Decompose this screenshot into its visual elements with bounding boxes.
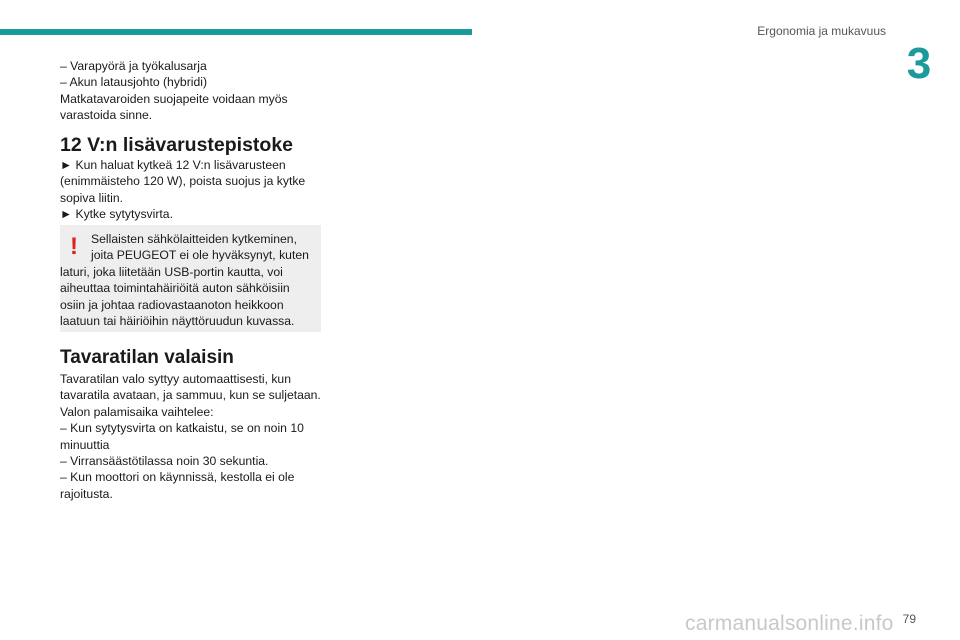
paragraph-line: Valon palamisaika vaihtelee: [60, 404, 214, 419]
paragraph-line: Matkatavaroiden suojapeite voidaan myös [60, 91, 288, 106]
instruction-line: ► Kun haluat kytkeä 12 V:n lisävarusteen [60, 158, 286, 172]
warning-box [60, 225, 321, 332]
socket-section [60, 133, 322, 157]
warning-line: Sellaisten sähkölaitteiden kytkeminen, [91, 232, 297, 246]
intro-block [60, 58, 322, 124]
list-item: minuuttia [60, 437, 110, 452]
page-number: 79 [902, 612, 916, 626]
warning-line: joita PEUGEOT ei ole hyväksynyt, kuten [91, 248, 309, 263]
watermark: carmanualsonline.info [685, 612, 894, 635]
paragraph-line: tavaratila avataan, ja sammuu, kun se suljetaan. [60, 388, 321, 403]
warning-line: osiin ja johtaa radiovastaanoton heikkoon [60, 297, 284, 312]
lighting-body [60, 371, 322, 502]
section-title: Ergonomia ja mukavuus [757, 24, 886, 38]
warning-line: laturi, joka liitetään USB-portin kautta, voi [60, 264, 283, 279]
lighting-heading: Tavaratilan valaisin [60, 347, 234, 368]
list-item: – Akun latausjohto (hybridi) [60, 75, 208, 90]
paragraph-line: Tavaratilan valo syttyy automaattisesti, kun [60, 372, 291, 386]
warning-text [60, 231, 310, 329]
header-accent-bar [0, 29, 472, 35]
chapter-number: 3 [906, 39, 932, 88]
list-item: rajoitusta. [60, 486, 113, 501]
instruction-line: (enimmäisteho 120 W), poista suojus ja kytke [60, 174, 306, 189]
list-item: – Varapyörä ja työkalusarja [60, 59, 207, 73]
socket-body [60, 157, 322, 223]
instruction-line: sopiva liitin. [60, 190, 123, 205]
instruction-line: ► Kytke sytytysvirta. [60, 207, 173, 222]
warning-icon: ! [70, 233, 78, 260]
warning-line: aiheuttaa toimintahäiriöitä auton sähköisiin [60, 281, 290, 296]
lighting-section [60, 346, 322, 370]
paragraph-line: varastoida sinne. [60, 108, 153, 123]
list-item: – Kun moottori on käynnissä, kestolla ei ole [60, 470, 295, 485]
list-item: – Kun sytytysvirta on katkaistu, se on noin 10 [60, 421, 304, 436]
warning-line: laatuun tai häiriöihin näyttöruudun kuvassa. [60, 314, 295, 329]
socket-heading: 12 V:n lisävarustepistoke [60, 134, 294, 156]
list-item: – Virransäästötilassa noin 30 sekuntia. [60, 454, 269, 469]
